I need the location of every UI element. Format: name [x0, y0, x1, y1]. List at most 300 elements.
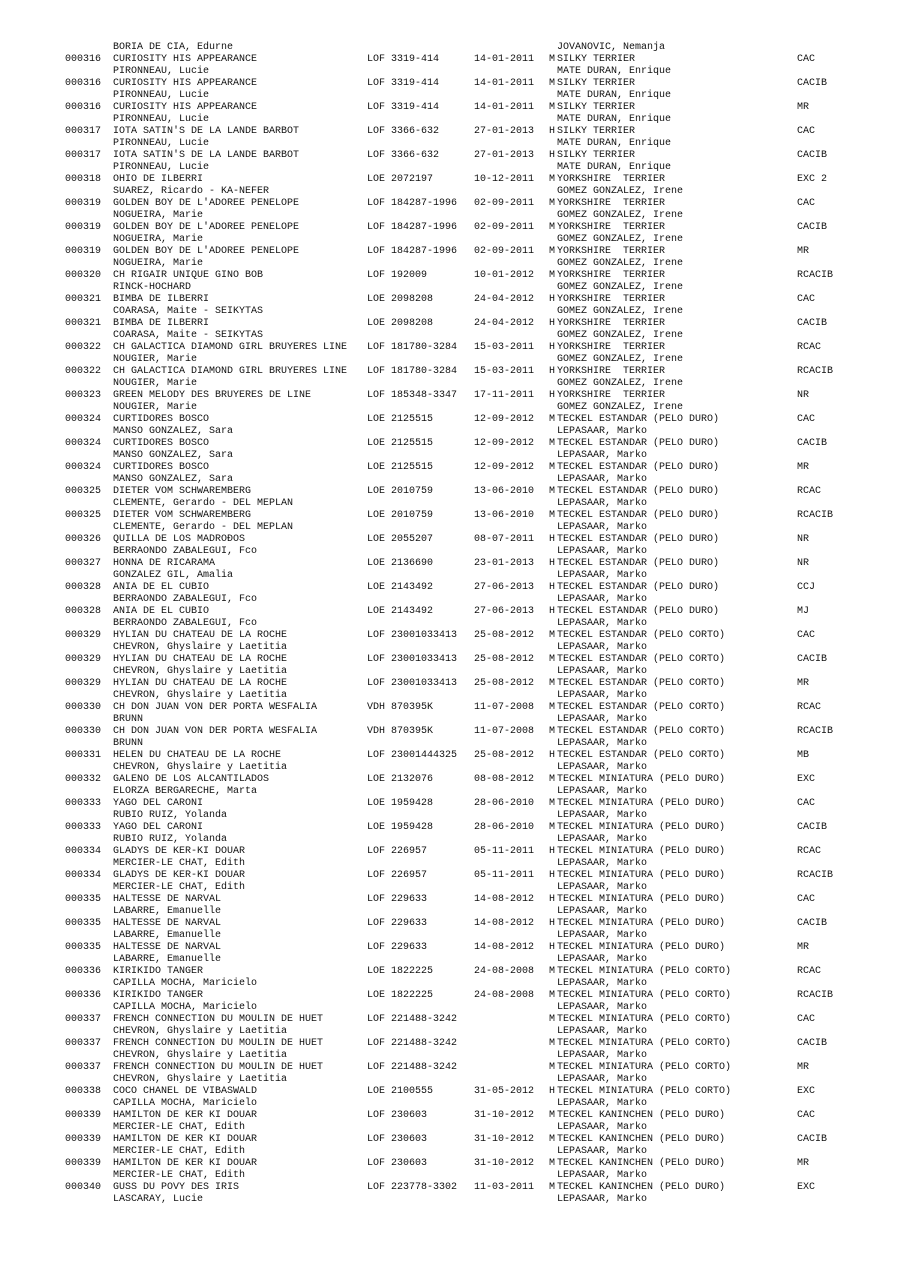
owner-name: SUAREZ, Ricardo - KA-NEFER: [113, 186, 270, 197]
award-code: CAC: [797, 1014, 816, 1025]
breed-name: TECKEL ESTANDAR (PELO CORTO): [557, 750, 726, 761]
entry-record: [0, 78, 905, 102]
birth-date: 02-09-2011: [474, 222, 535, 233]
award-code: RCACIB: [797, 270, 834, 281]
award-code: EXC: [797, 1182, 816, 1193]
award-code: MR: [797, 102, 810, 113]
dog-name: HYLIAN DU CHATEAU DE LA ROCHE: [113, 630, 288, 641]
sex-code: M: [549, 438, 556, 449]
registration-number: LOE 2132076: [367, 774, 434, 785]
entry-record: [0, 606, 905, 630]
award-code: RCACIB: [797, 990, 834, 1001]
catalog-number: 000316: [65, 54, 102, 65]
dog-name: HELEN DU CHATEAU DE LA ROCHE: [113, 750, 282, 761]
registration-number: LOF 184287-1996: [367, 246, 458, 257]
entry-main-line: [0, 1014, 905, 1026]
entry-sub-line: [0, 714, 905, 726]
birth-date: 14-01-2011: [474, 102, 535, 113]
entry-sub-line: [0, 90, 905, 102]
breed-name: SILKY TERRIER: [557, 126, 636, 137]
registration-number: LOF 223778-3302: [367, 1182, 458, 1193]
award-code: MR: [797, 1062, 810, 1073]
entry-sub-line: [0, 354, 905, 366]
dog-name: CURIOSITY HIS APPEARANCE: [113, 78, 258, 89]
entry-record: [0, 126, 905, 150]
entry-record: [0, 318, 905, 342]
entry-sub-line: [0, 762, 905, 774]
breed-name: TECKEL ESTANDAR (PELO CORTO): [557, 630, 726, 641]
entry-sub-line: [0, 882, 905, 894]
catalog-number: 000324: [65, 414, 102, 425]
breed-name: YORKSHIRE TERRIER: [557, 318, 666, 329]
breed-name: TECKEL MINIATURA (PELO CORTO): [557, 1014, 732, 1025]
owner-name: LASCARAY, Lucie: [113, 1194, 204, 1205]
entry-main-line: [0, 174, 905, 186]
catalog-number: 000334: [65, 846, 102, 857]
owner-name: BORIA DE CIA, Edurne: [113, 42, 234, 53]
breed-name: TECKEL MINIATURA (PELO DURO): [557, 846, 726, 857]
dog-name: CH DON JUAN VON DER PORTA WESFALIA: [113, 702, 318, 713]
registration-number: LOE 1959428: [367, 798, 434, 809]
owner-name: MERCIER-LE CHAT, Edith: [113, 1122, 246, 1133]
dog-name: QUILLA DE LOS MADROÐOS: [113, 534, 246, 545]
judge-name: LEPASAAR, Marko: [557, 522, 648, 533]
registration-number: LOF 3319-414: [367, 78, 440, 89]
judge-name: GOMEZ GONZALEZ, Irene: [557, 330, 684, 341]
sex-code: M: [549, 774, 556, 785]
birth-date: 28-06-2010: [474, 798, 535, 809]
award-code: CACIB: [797, 318, 828, 329]
entry-sub-line: [0, 306, 905, 318]
entry-sub-line: [0, 906, 905, 918]
entry-main-line: [0, 822, 905, 834]
registration-number: LOF 3366-632: [367, 150, 440, 161]
dog-name: FRENCH CONNECTION DU MOULIN DE HUET: [113, 1062, 324, 1073]
award-code: MR: [797, 942, 810, 953]
catalog-number: 000326: [65, 534, 102, 545]
entry-record: [0, 894, 905, 918]
entry-main-line: [0, 942, 905, 954]
registration-number: LOE 2010759: [367, 510, 434, 521]
dog-name: HAMILTON DE KER KI DOUAR: [113, 1110, 258, 1121]
entry-sub-line: [0, 66, 905, 78]
breed-name: TECKEL ESTANDAR (PELO DURO): [557, 414, 720, 425]
breed-name: TECKEL MINIATURA (PELO DURO): [557, 942, 726, 953]
breed-name: YORKSHIRE TERRIER: [557, 342, 666, 353]
sex-code: M: [549, 1062, 556, 1073]
birth-date: 12-09-2012: [474, 438, 535, 449]
award-code: RCACIB: [797, 510, 834, 521]
dog-name: CH GALACTICA DIAMOND GIRL BRUYERES LINE: [113, 366, 348, 377]
registration-number: LOF 230603: [367, 1158, 428, 1169]
award-code: RCAC: [797, 846, 822, 857]
breed-name: TECKEL MINIATURA (PELO DURO): [557, 870, 726, 881]
entry-sub-line: [0, 570, 905, 582]
entry-record: [0, 414, 905, 438]
dog-name: GUSS DU POVY DES IRIS: [113, 1182, 240, 1193]
entry-record: [0, 54, 905, 78]
judge-name: LEPASAAR, Marko: [557, 858, 648, 869]
birth-date: 05-11-2011: [474, 846, 535, 857]
dog-name: GOLDEN BOY DE L'ADOREE PENELOPE: [113, 222, 300, 233]
entry-record: [0, 558, 905, 582]
entry-sub-line: [0, 474, 905, 486]
award-code: NR: [797, 390, 810, 401]
dog-name: CURTIDORES BOSCO: [113, 438, 210, 449]
award-code: RCACIB: [797, 726, 834, 737]
owner-name: RUBIO RUIZ, Yolanda: [113, 810, 228, 821]
judge-name: LEPASAAR, Marko: [557, 426, 648, 437]
entry-main-line: [0, 438, 905, 450]
award-code: CACIB: [797, 78, 828, 89]
judge-name: LEPASAAR, Marko: [557, 1194, 648, 1205]
breed-name: YORKSHIRE TERRIER: [557, 222, 666, 233]
breed-name: TECKEL ESTANDAR (PELO DURO): [557, 510, 720, 521]
sex-code: M: [549, 1014, 556, 1025]
catalog-number: 000319: [65, 198, 102, 209]
breed-name: TECKEL ESTANDAR (PELO CORTO): [557, 702, 726, 713]
dog-name: HALTESSE DE NARVAL: [113, 894, 222, 905]
judge-name: LEPASAAR, Marko: [557, 570, 648, 581]
entry-main-line: [0, 414, 905, 426]
entry-record: [0, 822, 905, 846]
owner-name: ELORZA BERGARECHE, Marta: [113, 786, 258, 797]
entry-sub-line: [0, 546, 905, 558]
registration-number: LOF 192009: [367, 270, 428, 281]
sex-code: M: [549, 102, 556, 113]
birth-date: 15-03-2011: [474, 366, 535, 377]
entry-main-line: [0, 534, 905, 546]
registration-number: LOE 1822225: [367, 990, 434, 1001]
breed-name: YORKSHIRE TERRIER: [557, 270, 666, 281]
owner-name: CHEVRON, Ghyslaire y Laetitia: [113, 762, 288, 773]
entry-record: [0, 438, 905, 462]
breed-name: TECKEL MINIATURA (PELO CORTO): [557, 966, 732, 977]
entry-record: [0, 798, 905, 822]
catalog-number: 000336: [65, 966, 102, 977]
owner-name: CAPILLA MOCHA, Maricielo: [113, 978, 258, 989]
dog-name: IOTA SATIN'S DE LA LANDE BARBOT: [113, 150, 300, 161]
catalog-number: 000316: [65, 78, 102, 89]
entry-main-line: [0, 702, 905, 714]
registration-number: LOF 229633: [367, 918, 428, 929]
breed-name: TECKEL ESTANDAR (PELO CORTO): [557, 726, 726, 737]
breed-name: TECKEL KANINCHEN (PELO DURO): [557, 1110, 726, 1121]
birth-date: 25-08-2012: [474, 630, 535, 641]
birth-date: 02-09-2011: [474, 246, 535, 257]
birth-date: 10-12-2011: [474, 174, 535, 185]
breed-name: YORKSHIRE TERRIER: [557, 246, 666, 257]
entry-record: [0, 582, 905, 606]
entry-record: [0, 1182, 905, 1206]
catalog-number: 000335: [65, 894, 102, 905]
catalog-number: 000317: [65, 150, 102, 161]
breed-name: TECKEL MINIATURA (PELO CORTO): [557, 1038, 732, 1049]
birth-date: 24-04-2012: [474, 294, 535, 305]
catalog-number: 000316: [65, 102, 102, 113]
dog-name: CURTIDORES BOSCO: [113, 462, 210, 473]
birth-date: 14-01-2011: [474, 78, 535, 89]
dog-name: FRENCH CONNECTION DU MOULIN DE HUET: [113, 1038, 324, 1049]
judge-name: LEPASAAR, Marko: [557, 906, 648, 917]
catalog-number: 000317: [65, 126, 102, 137]
breed-name: TECKEL ESTANDAR (PELO DURO): [557, 486, 720, 497]
owner-name: MANSO GONZALEZ, Sara: [113, 474, 234, 485]
entry-main-line: [0, 894, 905, 906]
registration-number: LOF 221488-3242: [367, 1062, 458, 1073]
entry-sub-line: [0, 378, 905, 390]
judge-name: LEPASAAR, Marko: [557, 882, 648, 893]
award-code: CACIB: [797, 438, 828, 449]
owner-name: CHEVRON, Ghyslaire y Laetitia: [113, 1050, 288, 1061]
sex-code: H: [549, 942, 556, 953]
breed-name: TECKEL MINIATURA (PELO DURO): [557, 774, 726, 785]
catalog-number: 000328: [65, 582, 102, 593]
sex-code: H: [549, 918, 556, 929]
registration-number: LOF 230603: [367, 1110, 428, 1121]
judge-name: LEPASAAR, Marko: [557, 450, 648, 461]
entry-sub-line: [0, 282, 905, 294]
birth-date: 13-06-2010: [474, 510, 535, 521]
sex-code: H: [549, 390, 556, 401]
entry-main-line: [0, 726, 905, 738]
dog-name: HYLIAN DU CHATEAU DE LA ROCHE: [113, 654, 288, 665]
sex-code: M: [549, 798, 556, 809]
catalog-number: 000337: [65, 1014, 102, 1025]
breed-name: TECKEL MINIATURA (PELO CORTO): [557, 990, 732, 1001]
entry-sub-line: [0, 1026, 905, 1038]
breed-name: SILKY TERRIER: [557, 54, 636, 65]
entry-main-line: [0, 246, 905, 258]
catalog-number: 000321: [65, 318, 102, 329]
judge-name: LEPASAAR, Marko: [557, 546, 648, 557]
entry-record: [0, 870, 905, 894]
entry-record: [0, 270, 905, 294]
owner-name: BERRAONDO ZABALEGUI, Fco: [113, 618, 258, 629]
award-code: CAC: [797, 798, 816, 809]
judge-name: MATE DURAN, Enrique: [557, 138, 672, 149]
entry-sub-line: [0, 666, 905, 678]
sex-code: M: [549, 678, 556, 689]
award-code: CAC: [797, 894, 816, 905]
entry-main-line: [0, 798, 905, 810]
owner-name: PIRONNEAU, Lucie: [113, 114, 210, 125]
registration-number: LOE 2072197: [367, 174, 434, 185]
owner-name: PIRONNEAU, Lucie: [113, 162, 210, 173]
catalog-number: 000333: [65, 822, 102, 833]
judge-name: MATE DURAN, Enrique: [557, 90, 672, 101]
entry-record: [0, 1134, 905, 1158]
judge-name: GOMEZ GONZALEZ, Irene: [557, 378, 684, 389]
catalog-number: 000331: [65, 750, 102, 761]
entry-sub-line: [0, 810, 905, 822]
owner-name: MERCIER-LE CHAT, Edith: [113, 1170, 246, 1181]
dog-name: BIMBA DE ILBERRI: [113, 294, 210, 305]
entry-sub-line: [0, 954, 905, 966]
birth-date: 12-09-2012: [474, 414, 535, 425]
entry-sub-line: [0, 1074, 905, 1086]
entry-sub-line: [0, 642, 905, 654]
sex-code: M: [549, 222, 556, 233]
judge-name: GOMEZ GONZALEZ, Irene: [557, 186, 684, 197]
entry-sub-line: [0, 834, 905, 846]
owner-name: NOGUEIRA, Marie: [113, 210, 204, 221]
entry-record: [0, 774, 905, 798]
entry-record: [0, 174, 905, 198]
breed-name: TECKEL KANINCHEN (PELO DURO): [557, 1134, 726, 1145]
entry-record: [0, 1110, 905, 1134]
birth-date: 17-11-2011: [474, 390, 535, 401]
award-code: EXC: [797, 1086, 816, 1097]
registration-number: LOF 185348-3347: [367, 390, 458, 401]
breed-name: TECKEL ESTANDAR (PELO DURO): [557, 606, 720, 617]
judge-name: LEPASAAR, Marko: [557, 1074, 648, 1085]
catalog-number: 000324: [65, 462, 102, 473]
registration-number: LOF 181780-3284: [367, 342, 458, 353]
sex-code: M: [549, 1110, 556, 1121]
dog-name: KIRIKIDO TANGER: [113, 990, 204, 1001]
registration-number: LOF 184287-1996: [367, 198, 458, 209]
sex-code: H: [549, 894, 556, 905]
breed-name: TECKEL ESTANDAR (PELO DURO): [557, 582, 720, 593]
award-code: NR: [797, 534, 810, 545]
award-code: NR: [797, 558, 810, 569]
catalog-number: 000328: [65, 606, 102, 617]
sex-code: H: [549, 366, 556, 377]
birth-date: 10-01-2012: [474, 270, 535, 281]
entry-main-line: [0, 1110, 905, 1122]
birth-date: 14-08-2012: [474, 942, 535, 953]
dog-name: BIMBA DE ILBERRI: [113, 318, 210, 329]
dog-name: CH GALACTICA DIAMOND GIRL BRUYERES LINE: [113, 342, 348, 353]
catalog-number: 000325: [65, 510, 102, 521]
entry-main-line: [0, 1158, 905, 1170]
birth-date: 11-07-2008: [474, 702, 535, 713]
entry-record: [0, 726, 905, 750]
award-code: CAC: [797, 630, 816, 641]
sex-code: H: [549, 342, 556, 353]
owner-name: LABARRE, Emanuelle: [113, 930, 222, 941]
entry-sub-line: [0, 234, 905, 246]
breed-name: TECKEL ESTANDAR (PELO CORTO): [557, 654, 726, 665]
catalog-number: 000323: [65, 390, 102, 401]
sex-code: M: [549, 198, 556, 209]
sex-code: M: [549, 78, 556, 89]
entry-record: [0, 102, 905, 126]
registration-number: LOE 1959428: [367, 822, 434, 833]
entry-main-line: [0, 966, 905, 978]
entries-list: [0, 54, 905, 1206]
catalog-number: 000339: [65, 1158, 102, 1169]
breed-name: YORKSHIRE TERRIER: [557, 198, 666, 209]
award-code: CAC: [797, 126, 816, 137]
owner-name: GONZALEZ GIL, Amalia: [113, 570, 234, 581]
owner-name: MERCIER-LE CHAT, Edith: [113, 882, 246, 893]
catalog-number: 000329: [65, 630, 102, 641]
sex-code: M: [549, 654, 556, 665]
registration-number: LOE 2143492: [367, 582, 434, 593]
dog-name: HAMILTON DE KER KI DOUAR: [113, 1134, 258, 1145]
birth-date: 31-10-2012: [474, 1158, 535, 1169]
entry-record: [0, 918, 905, 942]
award-code: RCACIB: [797, 366, 834, 377]
judge-name: LEPASAAR, Marko: [557, 786, 648, 797]
award-code: CACIB: [797, 822, 828, 833]
registration-number: LOE 2125515: [367, 462, 434, 473]
entry-sub-line: [0, 498, 905, 510]
entry-main-line: [0, 654, 905, 666]
award-code: MR: [797, 462, 810, 473]
breed-name: YORKSHIRE TERRIER: [557, 366, 666, 377]
catalog-number: 000340: [65, 1182, 102, 1193]
owner-name: COARASA, Maite - SEIKYTAS: [113, 306, 264, 317]
judge-name: GOMEZ GONZALEZ, Irene: [557, 306, 684, 317]
registration-number: LOF 229633: [367, 942, 428, 953]
entry-sub-line: [0, 162, 905, 174]
judge-name: MATE DURAN, Enrique: [557, 66, 672, 77]
sex-code: H: [549, 606, 556, 617]
entry-sub-line: [0, 858, 905, 870]
owner-name: CLEMENTE, Gerardo - DEL MEPLAN: [113, 498, 294, 509]
entry-main-line: [0, 366, 905, 378]
judge-name: LEPASAAR, Marko: [557, 1122, 648, 1133]
registration-number: LOF 3319-414: [367, 54, 440, 65]
catalog-number: 000325: [65, 486, 102, 497]
owner-name: CHEVRON, Ghyslaire y Laetitia: [113, 642, 288, 653]
breed-name: SILKY TERRIER: [557, 150, 636, 161]
catalog-number: 000329: [65, 678, 102, 689]
sex-code: M: [549, 486, 556, 497]
catalog-number: 000332: [65, 774, 102, 785]
sex-code: M: [549, 246, 556, 257]
owner-name: NOUGIER, Marie: [113, 354, 198, 365]
breed-name: TECKEL MINIATURA (PELO DURO): [557, 918, 726, 929]
award-code: RCACIB: [797, 870, 834, 881]
birth-date: 25-08-2012: [474, 750, 535, 761]
owner-name: MERCIER-LE CHAT, Edith: [113, 1146, 246, 1157]
owner-name: MERCIER-LE CHAT, Edith: [113, 858, 246, 869]
entry-record: [0, 1014, 905, 1038]
sex-code: M: [549, 510, 556, 521]
entry-sub-line: [0, 426, 905, 438]
breed-name: TECKEL ESTANDAR (PELO CORTO): [557, 678, 726, 689]
owner-name: LABARRE, Emanuelle: [113, 954, 222, 965]
award-code: CAC: [797, 1110, 816, 1121]
catalog-number: 000318: [65, 174, 102, 185]
breed-name: TECKEL ESTANDAR (PELO DURO): [557, 558, 720, 569]
sex-code: M: [549, 966, 556, 977]
registration-number: LOF 181780-3284: [367, 366, 458, 377]
birth-date: 15-03-2011: [474, 342, 535, 353]
catalog-number: 000339: [65, 1134, 102, 1145]
judge-name: LEPASAAR, Marko: [557, 498, 648, 509]
registration-number: LOE 2100555: [367, 1086, 434, 1097]
dog-name: CURIOSITY HIS APPEARANCE: [113, 102, 258, 113]
entry-record: [0, 942, 905, 966]
owner-name: CHEVRON, Ghyslaire y Laetitia: [113, 1074, 288, 1085]
entry-sub-line: [0, 138, 905, 150]
owner-name: MANSO GONZALEZ, Sara: [113, 426, 234, 437]
top-line: [0, 42, 905, 54]
birth-date: 13-06-2010: [474, 486, 535, 497]
entry-main-line: [0, 846, 905, 858]
entry-record: [0, 342, 905, 366]
dog-name: HONNA DE RICARAMA: [113, 558, 216, 569]
judge-name: GOMEZ GONZALEZ, Irene: [557, 234, 684, 245]
entry-main-line: [0, 78, 905, 90]
entry-record: [0, 222, 905, 246]
owner-name: PIRONNEAU, Lucie: [113, 66, 210, 77]
